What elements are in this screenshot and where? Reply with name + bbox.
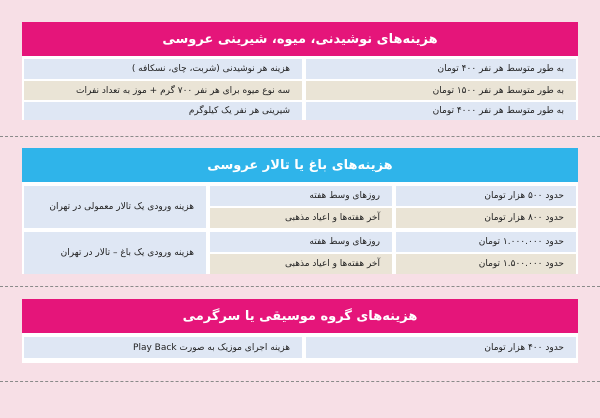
cost-cell: حدود ۱.۰۰۰.۰۰۰ تومان bbox=[396, 232, 576, 252]
venue-table bbox=[22, 182, 578, 274]
cost-cell: حدود ۵۰۰ هزار تومان bbox=[396, 186, 576, 206]
dashed-divider bbox=[0, 381, 600, 382]
cost-cell: حدود ۸۰۰ هزار تومان bbox=[396, 208, 576, 228]
section-venue bbox=[22, 148, 578, 274]
day-cell: آخر هفته‌ها و اعیاد مذهبی bbox=[210, 254, 392, 274]
section-music bbox=[22, 299, 578, 363]
dashed-divider bbox=[0, 136, 600, 137]
section-refreshments bbox=[22, 22, 578, 120]
cost-cell: به طور متوسط هر نفر ۴۰۰ تومان bbox=[306, 59, 576, 79]
item-cell: هزینه اجرای موزیک به صورت Play Back bbox=[24, 337, 302, 358]
table-row bbox=[22, 81, 578, 100]
table-row bbox=[22, 337, 578, 358]
table-row bbox=[22, 102, 578, 120]
section-refreshments-title: هزینه‌های نوشیدنی، میوه، شیرینی عروسی bbox=[22, 22, 578, 56]
item-cell: هزینه هر نوشیدنی (شربت، چای، نسکافه ) bbox=[24, 59, 302, 79]
section-venue-title: هزینه‌های باغ یا تالار عروسی bbox=[22, 148, 578, 182]
section-music-title: هزینه‌های گروه موسیقی یا سرگرمی bbox=[22, 299, 578, 333]
cost-cell: حدود ۱.۵۰۰.۰۰۰ تومان bbox=[396, 254, 576, 274]
venue-label-cell: هزینه ورودی یک تالار معمولی در تهران bbox=[24, 186, 206, 228]
cost-cell: به طور متوسط هر نفر ۴۰۰۰ تومان bbox=[306, 102, 576, 120]
item-cell: سه نوع میوه برای هر نفر ۷۰۰ گرم + موز به تعداد نفرات bbox=[24, 81, 302, 100]
day-cell: روزهای وسط هفته bbox=[210, 232, 392, 252]
item-cell: شیرینی هر نفر یک کیلوگرم bbox=[24, 102, 302, 120]
dashed-divider bbox=[0, 286, 600, 287]
day-cell: روزهای وسط هفته bbox=[210, 186, 392, 206]
venue-label-cell: هزینه ورودی یک باغ – تالار در تهران bbox=[24, 232, 206, 274]
cost-cell: به طور متوسط هر نفر ۱۵۰۰ تومان bbox=[306, 81, 576, 100]
table-row bbox=[22, 59, 578, 79]
cost-cell: حدود ۴۰۰ هزار تومان bbox=[306, 337, 576, 358]
day-cell: آخر هفته‌ها و اعیاد مذهبی bbox=[210, 208, 392, 228]
